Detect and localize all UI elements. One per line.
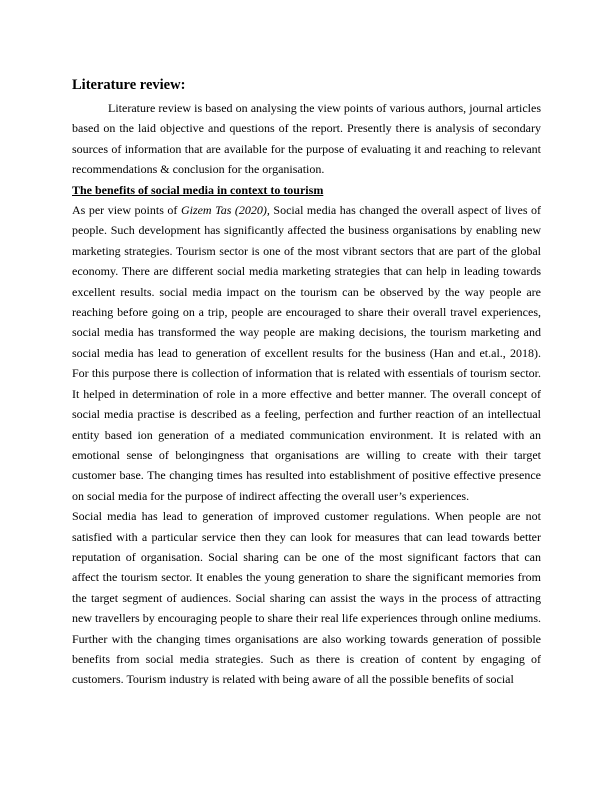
paragraph-lead-text: As per view points of (72, 203, 181, 218)
document-page (72, 76, 541, 690)
paragraph-text: Social media has changed the overall aspect of lives of people. Such development has significantly affected the business organisations by enabling new marketing strategies. Tourism sector is one of the most vibrant sectors that are part of the global economy. There are different social media marketing strategies that can help in leading towards excellent results. social media impact on the tourism can be observed by the way people are reaching before going on a trip, people are encouraged to share their overall travel experiences, social media has transformed the way people are making decisions, the tourism marketing and social media has lead to generation of excellent results for the business (Han and et.al., 2018). For this purpose there is collection of information that is related with essentials of tourism sector. It helped in determination of role in a more effective and better manner. The overall concept of social media practise is described as a feeling, perfection and further reaction of an intellectual entity based ion generation of a mediated communication environment. It is related with an emotional sense of belongingness that organisations are willing to create with their target customer base. The changing times has resulted into establishment of positive effective presence on social media for the purpose of indirect affecting the overall user’s experiences. (72, 203, 542, 503)
intro-paragraph: Literature review is based on analysing the view points of various authors, journal articles based on the laid objective and questions of the report. Presently there is analysis of secondary sources of information that are available for the purpose of evaluating it and reaching to relevant recommendations & conclusion for the organisation. (72, 101, 541, 177)
body-paragraph-2: Social media has lead to generation of improved customer regulations. When people are not satisfied with a particular service then they can look for measures that can lead towards better reputation of organisation. Social sharing can be one of the most significant factors that can affect the tourism sector. It enables the young generation to share the significant memories from the target segment of audiences. Social sharing can assist the ways in the process of attracting new travellers by encouraging people to share their real life experiences through online mediums. Further with the changing times organisations are also working towards generation of possible benefits from social media strategies. Such as there is creation of content by engaging of customers. Tourism industry is related with being aware of all the possible benefits of social (72, 509, 541, 687)
subsection-title: The benefits of social media in context to tourism (72, 182, 324, 197)
citation: Gizem Tas (2020), (180, 203, 270, 218)
body-paragraph-1 (72, 200, 541, 506)
section-heading: Literature review: (72, 77, 186, 93)
